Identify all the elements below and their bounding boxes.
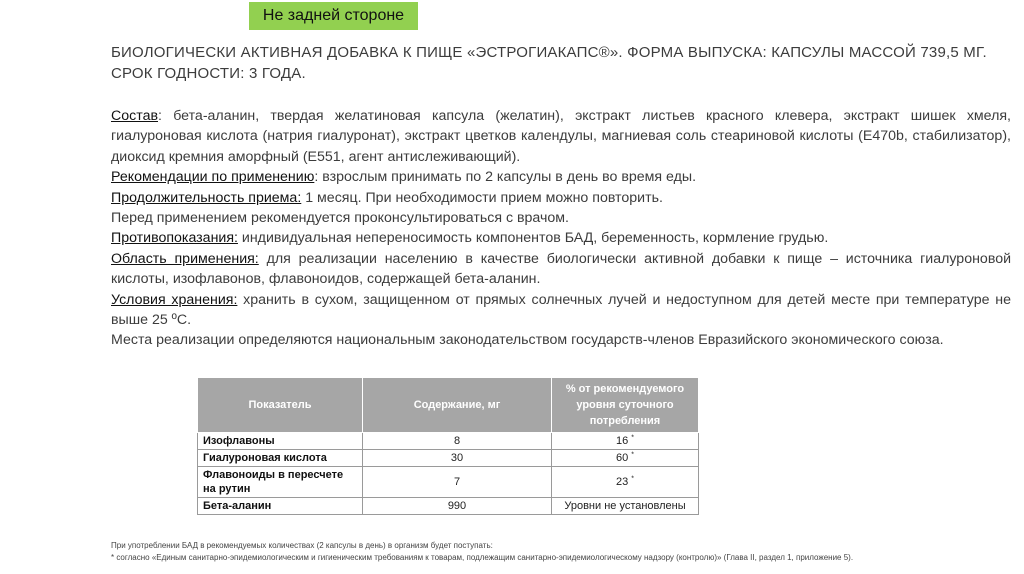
row-content: 30: [363, 450, 552, 467]
row-name: Изофлавоны: [198, 433, 363, 450]
footnote-mark: *: [631, 475, 635, 483]
contraindications-text: индивидуальная непереносимость компонентов БАД, беременность, кормление грудью.: [237, 230, 829, 247]
footnote: [111, 540, 1011, 564]
row-percent: [552, 467, 699, 498]
composition-text: : бета-аланин, твердая желатиновая капсула (желатин), экстракт листьев красного клевера, экстракт шишек хмеля, гиалуроновая кислота (натрия гиалуронат), экстракт цветков календулы, магниевая соль стеариновой кислоты (Е470b, стабилизатор), диоксид кремния аморфный (Е551, агент антислеживающий).: [111, 108, 1011, 165]
table-header: % от рекомендуемого уровня суточного потребления: [552, 378, 699, 433]
table-row: [198, 433, 699, 450]
duration-paragraph: [111, 188, 1011, 208]
footnote-mark: *: [631, 434, 635, 442]
row-name: Флавоноиды в пересчете на рутин: [198, 467, 363, 498]
table-row: [198, 450, 699, 467]
composition-label: Состав: [111, 108, 158, 124]
percent-value: 16: [615, 435, 629, 447]
scope-paragraph: [111, 249, 1011, 290]
footnote-line: * согласно «Единым санитарно-эпидемиологическим и гигиеническим требованиям к товарам, подлежащим санитарно-эпидемиологическому надзору (контролю)» (Глава II, раздел 1, приложение 5).: [111, 553, 854, 562]
row-percent: [552, 433, 699, 450]
row-content: 7: [363, 467, 552, 498]
consult-paragraph: Перед применением рекомендуется проконсультироваться с врачом.: [111, 210, 569, 227]
storage-label: Условия хранения:: [111, 291, 238, 308]
recommendations-paragraph: [111, 167, 1011, 187]
composition-paragraph: [111, 106, 1011, 167]
storage-paragraph: [111, 290, 1011, 331]
footnote-mark: *: [631, 451, 635, 459]
storage-text: хранить в сухом, защищенном от прямых солнечных лучей и недоступном для детей месте при температуре не выше 25 ºС.: [111, 291, 1012, 329]
recommendations-text: : взрослым принимать по 2 капсулы в день во время еды.: [314, 169, 697, 186]
scope-label: Область применения:: [111, 250, 259, 267]
duration-text: 1 месяц. При необходимости прием можно повторить.: [301, 189, 663, 206]
row-name: Бета-аланин: [198, 498, 363, 515]
contraindications-paragraph: [111, 228, 1011, 248]
footnote-line: При употреблении БАД в рекомендуемых количествах (2 капсулы в день) в организм будет поступать:: [111, 541, 493, 550]
product-heading: БИОЛОГИЧЕСКИ АКТИВНАЯ ДОБАВКА К ПИЩЕ «ЭСТРОГИАКАПС®». ФОРМА ВЫПУСКА: КАПСУЛЫ МАССОЙ 739,5 МГ. СРОК ГОДНОСТИ: 3 ГОДА.: [111, 44, 987, 82]
row-name: Гиалуроновая кислота: [198, 450, 363, 467]
table-header-row: [198, 378, 699, 433]
contraindications-label: Противопоказания:: [111, 230, 238, 247]
percent-value: 60: [615, 452, 629, 464]
duration-label: Продолжительность приема:: [111, 189, 302, 206]
percent-value: 23: [615, 476, 629, 488]
nutrient-table: [197, 377, 699, 515]
scope-text: для реализации населению в качестве биологически активной добавки к пище – источника гиалуроновой кислоты, изофлавонов, флавоноидов, содержащей бета-аланин.: [111, 250, 1012, 288]
recommendations-label: Рекомендации по применению: [111, 169, 315, 186]
product-description: [111, 106, 1011, 351]
table-row: [198, 467, 699, 498]
table-header: Содержание, мг: [363, 378, 552, 433]
back-side-badge: Не задней стороне: [249, 2, 418, 30]
row-percent: [552, 450, 699, 467]
percent-value: Уровни не установлены: [564, 500, 686, 512]
row-content: 8: [363, 433, 552, 450]
table-header: Показатель: [198, 378, 363, 433]
table-row: [198, 498, 699, 515]
sales-paragraph: Места реализации определяются национальным законодательством государств-членов Евразийского экономического союза.: [111, 332, 944, 349]
row-percent: [552, 498, 699, 515]
row-content: 990: [363, 498, 552, 515]
